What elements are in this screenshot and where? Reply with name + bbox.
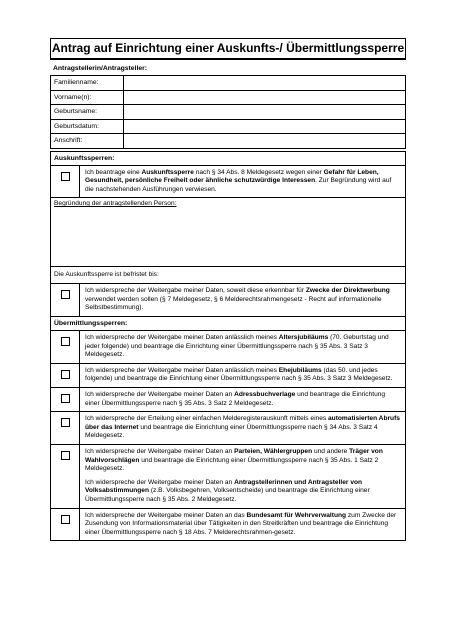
- birth-date-label: Geburtsdatum:: [51, 119, 124, 134]
- risk-checkbox[interactable]: [61, 172, 70, 181]
- risk-text: Ich beantrage eine Auskunftssperre nach § 34 Abs. 8 Meldegesetz wegen einer Gefahr für Leben, Gesundheit, persönliche Freiheit oder ähnliche schutzwürdige Interessen. Zur Begründung wird auf die nachstehenden Ausführungen verwiesen.: [85, 168, 392, 193]
- address-publishers-text: Ich widerspreche der Weitergabe meiner Daten an Adressbuchverlage und beantrage die Einrichtung einer Übermittlungssperre nach § 35 Abs. 3 Satz 2 Meldegesetz.: [85, 391, 386, 407]
- birth-name-label: Geburtsname:: [51, 105, 124, 120]
- applicant-heading: Antragstellerin/Antragsteller:: [53, 65, 148, 72]
- form-title: Antrag auf Einrichtung einer Auskunfts-/ Übermittlungssperre: [50, 38, 406, 60]
- birth-name-field[interactable]: [124, 105, 406, 120]
- parties-text: Ich widerspreche der Weitergabe meiner Daten an Parteien, Wählergruppen und andere Träger von Wahlvorschlägen und beantrage die Einrichtung einer Übermittlungssperre nach § 35 Abs. 1 Satz 2 Meldegesetz. Ich widerspreche der Weitergabe meiner Daten an Antragstellerinnen und Antragsteller von Volksabstimmungen (z.B. Volksbegehren, Volksentscheide) und beantrage die Einrichtung einer Übermittlungssperre nach § 35 Abs. 2 Meldegesetz.: [85, 448, 383, 503]
- marriage-jubilee-checkbox[interactable]: [61, 370, 70, 379]
- defense-checkbox[interactable]: [61, 515, 70, 524]
- advertising-checkbox[interactable]: [61, 290, 70, 299]
- option-defense-administration: [51, 509, 405, 541]
- option-address-publishers: [51, 388, 405, 412]
- auskunft-option-risk: [51, 166, 405, 199]
- defense-text: Ich widerspreche der Weitergabe meiner Daten an das Bundesamt für Wehrverwaltung zum Zwecke der Zusendung von Informationsmaterial über Tätigkeiten in den Streitkräften und beantrage die Einrichtung einer Übermittlungssperre nach § 18 Abs. 7 Melderechtsrahmen-gesetz.: [85, 511, 397, 536]
- limited-until-field[interactable]: [51, 267, 405, 284]
- first-name-field[interactable]: [124, 90, 406, 105]
- age-jubilee-checkbox[interactable]: [61, 337, 70, 346]
- age-jubilee-text: Ich widerspreche der Weitergabe meiner Daten anlässlich meines Altersjubiläums (70. Geburtstag und jeder folgende) und beantrage die Einrichtung einer Übermittlungssperre nach § 35 Abs. 3 Satz 3 Meldegesetz.: [85, 334, 389, 359]
- table-row: [51, 105, 406, 120]
- auskunft-heading: Auskunftssperren:: [51, 152, 405, 166]
- address-field[interactable]: [124, 134, 406, 149]
- table-row: [51, 134, 406, 149]
- reason-label: Begründung der antragstellenden Person:: [54, 200, 177, 208]
- advertising-text: Ich widerspreche der Weitergabe meiner Daten, soweit diese erkennbar für Zwecke der Direktwerbung verwendet werden sollen (§ 7 Meldegesetz, § 6 Melderechtsrahmengesetz - Recht auf informationelle Selbstbestimmung).: [85, 287, 390, 312]
- table-row: [51, 90, 406, 105]
- internet-query-text: Ich widerspreche der Erteilung einer einfachen Melderegisterauskunft mittels eines automatisierten Abrufs über das Internet und beantrage die Einrichtung einer Übermittlungssperre nach § 34 Abs. 3 Satz 4 Meldegesetz.: [85, 415, 400, 440]
- marriage-jubilee-text: Ich widerspreche der Weitergabe meiner Daten anlässlich meines Ehejubiläums (das 50. und jedes folgende) und beantrage die Einrichtung einer Übermittlungssperre nach § 35 Abs. 3 Satz 3 Meldegesetz.: [85, 366, 393, 383]
- surname-field[interactable]: [124, 76, 406, 91]
- option-age-jubilee: [51, 331, 405, 364]
- surname-label: Familienname:: [51, 76, 124, 91]
- reason-field[interactable]: [51, 198, 405, 267]
- auskunft-section: [50, 151, 406, 318]
- table-row: [51, 76, 406, 91]
- option-internet-query: [51, 412, 405, 445]
- internet-query-checkbox[interactable]: [61, 418, 70, 427]
- address-publishers-checkbox[interactable]: [61, 394, 70, 403]
- uebermittlung-heading: Übermittlungssperren:: [51, 317, 405, 331]
- address-label: Anschrift:: [51, 134, 124, 149]
- uebermittlung-section: [50, 317, 406, 541]
- auskunft-option-advertising: [51, 284, 405, 316]
- applicant-table: [50, 75, 406, 149]
- option-parties-referendums: [51, 445, 405, 509]
- birth-date-field[interactable]: [124, 119, 406, 134]
- application-form: [50, 38, 406, 541]
- table-row: [51, 119, 406, 134]
- option-marriage-jubilee: [51, 364, 405, 388]
- limited-label: Die Auskunftssperre ist befristet bis:: [54, 271, 159, 279]
- parties-checkbox[interactable]: [61, 451, 70, 460]
- first-name-label: Vorname(n):: [51, 90, 124, 105]
